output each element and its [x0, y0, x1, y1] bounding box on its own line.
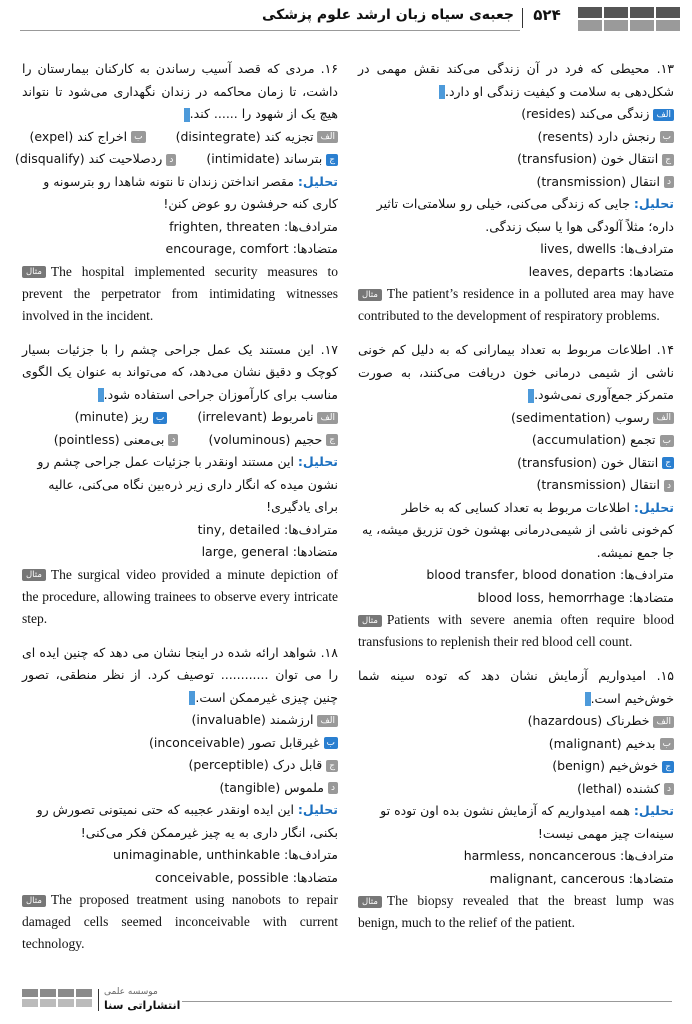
question-14: [358, 339, 674, 653]
antonyms: متضادها: encourage, comfort: [165, 241, 338, 256]
antonyms: متضادها: blood loss, hemorrhage: [477, 589, 674, 605]
option-a[interactable]: الفنامربوط (irrelevant): [197, 406, 338, 429]
option-d[interactable]: دانتقال (transmission): [358, 171, 674, 194]
right-column: [358, 58, 674, 946]
antonyms: متضادها: malignant, cancerous: [489, 870, 674, 886]
option-a[interactable]: الفزندگی می‌کند (resides): [358, 103, 674, 126]
option-b[interactable]: باخراج کند (expel): [29, 126, 145, 149]
example-sentence: مثال Patients with severe anemia often require blood transfusions to replenish their red blood cell count.: [358, 612, 674, 649]
antonyms: متضادها: large, general: [201, 544, 338, 559]
example-badge: مثال: [358, 896, 382, 908]
analysis: تحلیل: این ایده اونقدر عجیبه که حتی نمیتونی تصورش رو بکنی، انگار داری به یه چیز غیرممکن فکر می‌کنی!: [36, 802, 338, 840]
book-title: جعبه‌ی سیاه زبان ارشد علوم پزشکی: [262, 7, 514, 23]
option-c[interactable]: جخوش‌خیم (benign): [358, 755, 674, 778]
example-sentence: مثال The biopsy revealed that the breast lump was benign, much to the relief of the patient.: [358, 893, 674, 930]
example-badge: مثال: [22, 895, 46, 907]
example-sentence: مثال The proposed treatment using nanobots to repair damaged cells seemed inconceivable with current technology.: [22, 892, 338, 951]
synonyms: مترادف‌ها: blood transfer, blood donation: [426, 567, 674, 582]
left-column: [14, 58, 338, 967]
question-text: ۱۴. اطلاعات مربوط به تعداد بیمارانی که به دلیل کم خونی ناشی از شیمی درمانی خون دریافت می‌کنند، به صورت متمرکز جمع‌آوری نمی‌شود.: [358, 342, 674, 402]
option-a[interactable]: الفرسوب (sedimentation): [358, 407, 674, 430]
example-badge: مثال: [358, 289, 382, 301]
synonyms: مترادف‌ها: harmless, noncancerous: [463, 848, 674, 863]
option-b[interactable]: ببدخیم (malignant): [358, 733, 674, 756]
question-text: ۱۳. محیطی که فرد در آن زندگی می‌کند نقش مهمی در شکل‌دهی به سلامت و کیفیت زندگی او دارد.: [358, 61, 674, 99]
question-text: ۱۶. مردی که قصد آسیب رساندن به کارکنان بیمارستان را داشت، تا زمان محاکمه در زندان نگهداری می‌شود تا نتواند هیچ یک از شهود را ...... کند.: [22, 61, 338, 121]
footer-decoration: [22, 989, 92, 1007]
option-b[interactable]: بغیرقابل تصور (inconceivable): [22, 732, 338, 755]
example-sentence: مثال The hospital implemented security measures to prevent the perpetrator from intimidating witnesses involved in the incident.: [22, 263, 338, 323]
synonyms: مترادف‌ها: unimaginable, unthinkable: [113, 847, 338, 862]
analysis: تحلیل: این مستند اونقدر با جزئیات عمل جراحی چشم رو نشون میده که انگار داری زیر ذره‌بین نگاه می‌کنی، عالیه برای یادگیری!: [37, 454, 338, 514]
option-d[interactable]: دکشنده (lethal): [358, 778, 674, 801]
analysis: تحلیل: مقصر انداختن زندان تا نتونه شاهدا رو بترسونه و کاری کنه حرفشون رو عوض کنن!: [43, 173, 338, 211]
option-b[interactable]: بتجمع (accumulation): [358, 429, 674, 452]
question-13: [358, 58, 674, 327]
question-mark-icon: [585, 692, 591, 706]
question-15: [358, 665, 674, 934]
page-number: ۵۲۴: [533, 6, 561, 24]
example-sentence: مثال The surgical video provided a minute depiction of the procedure, allowing trainees to observe every intricate step.: [22, 566, 338, 626]
analysis: تحلیل: جایی که زندگی می‌کنی، خیلی رو سلامتی‌ات تاثیر داره؛ مثلاً آلودگی هوا یا سبک زندگی.: [376, 196, 674, 234]
example-badge: مثال: [22, 266, 46, 278]
question-mark-icon: [98, 388, 104, 402]
publisher-subtitle: موسسه علمی: [104, 987, 158, 997]
synonyms: مترادف‌ها: lives, dwells: [540, 241, 674, 256]
option-c[interactable]: جحجیم (voluminous): [208, 429, 338, 452]
option-d[interactable]: دانتقال (transmission): [358, 474, 674, 497]
example-badge: مثال: [358, 615, 382, 627]
option-c[interactable]: جقابل درک (perceptible): [22, 754, 338, 777]
analysis: تحلیل: همه امیدواریم که آزمایش نشون بده اون توده تو سینه‌ات چیز مهمی نیست!: [380, 803, 674, 841]
option-c[interactable]: جانتقال خون (transfusion): [358, 452, 674, 475]
option-d[interactable]: دبی‌معنی (pointless): [54, 429, 179, 452]
synonyms: مترادف‌ها: tiny, detailed: [197, 521, 338, 537]
option-b[interactable]: برنجش دارد (resents): [358, 126, 674, 149]
question-mark-icon: [189, 691, 195, 705]
header-decoration: [578, 7, 680, 31]
option-b[interactable]: بریز (minute): [75, 406, 168, 429]
option-c[interactable]: جبترساند (intimidate): [206, 148, 338, 171]
synonyms: مترادف‌ها: frighten, threaten: [169, 218, 338, 234]
option-d[interactable]: دملموس (tangible): [22, 777, 338, 800]
question-text: ۱۸. شواهد ارائه شده در اینجا نشان می دهد که چنین ایده ای را می توان ............ توصیف کرد. از نظر منطقی، تصور چنین چیزی غیرممکن است.: [22, 644, 338, 705]
question-text: ۱۷. این مستند یک عمل جراحی چشم را با جزئیات بسیار کوچک و دقیق نشان می‌دهد، که می‌تواند به عنوان یک الگوی مناسب برای کارآموزان جراحی استفاده شود.: [22, 341, 338, 402]
option-d[interactable]: دردصلاحیت کند (disqualify): [15, 148, 176, 171]
option-a[interactable]: الفخطرناک (hazardous): [358, 710, 674, 733]
question-text: ۱۵. امیدواریم آزمایش نشان دهد که توده سینه شما خوش‌خیم است.: [358, 668, 675, 706]
question-16: [14, 58, 338, 327]
question-mark-icon: [528, 389, 534, 403]
page-header: [0, 0, 692, 36]
publisher-name: انتشاراتی سنا: [104, 999, 181, 1012]
option-c[interactable]: جانتقال خون (transfusion): [358, 148, 674, 171]
question-17: [22, 339, 338, 630]
page-footer: [22, 987, 672, 1017]
antonyms: متضادها: conceivable, possible: [154, 869, 338, 885]
analysis: تحلیل: اطلاعات مربوط به تعداد کسایی که به خاطر کم‌خونی ناشی از شیمی‌درمانی بهشون خون تزریق میشه، یه جا جمع نمیشه.: [362, 499, 674, 560]
question-mark-icon: [184, 108, 190, 122]
option-a[interactable]: الفارزشمند (invaluable): [22, 709, 338, 732]
example-sentence: مثال The patient’s residence in a polluted area may have contributed to the development of respiratory problems.: [358, 286, 674, 323]
example-badge: مثال: [22, 569, 46, 581]
option-a[interactable]: الفتجزیه کند (disintegrate): [176, 126, 338, 149]
antonyms: متضادها: leaves, departs: [528, 263, 674, 279]
question-18: [22, 642, 338, 956]
question-mark-icon: [439, 85, 445, 99]
